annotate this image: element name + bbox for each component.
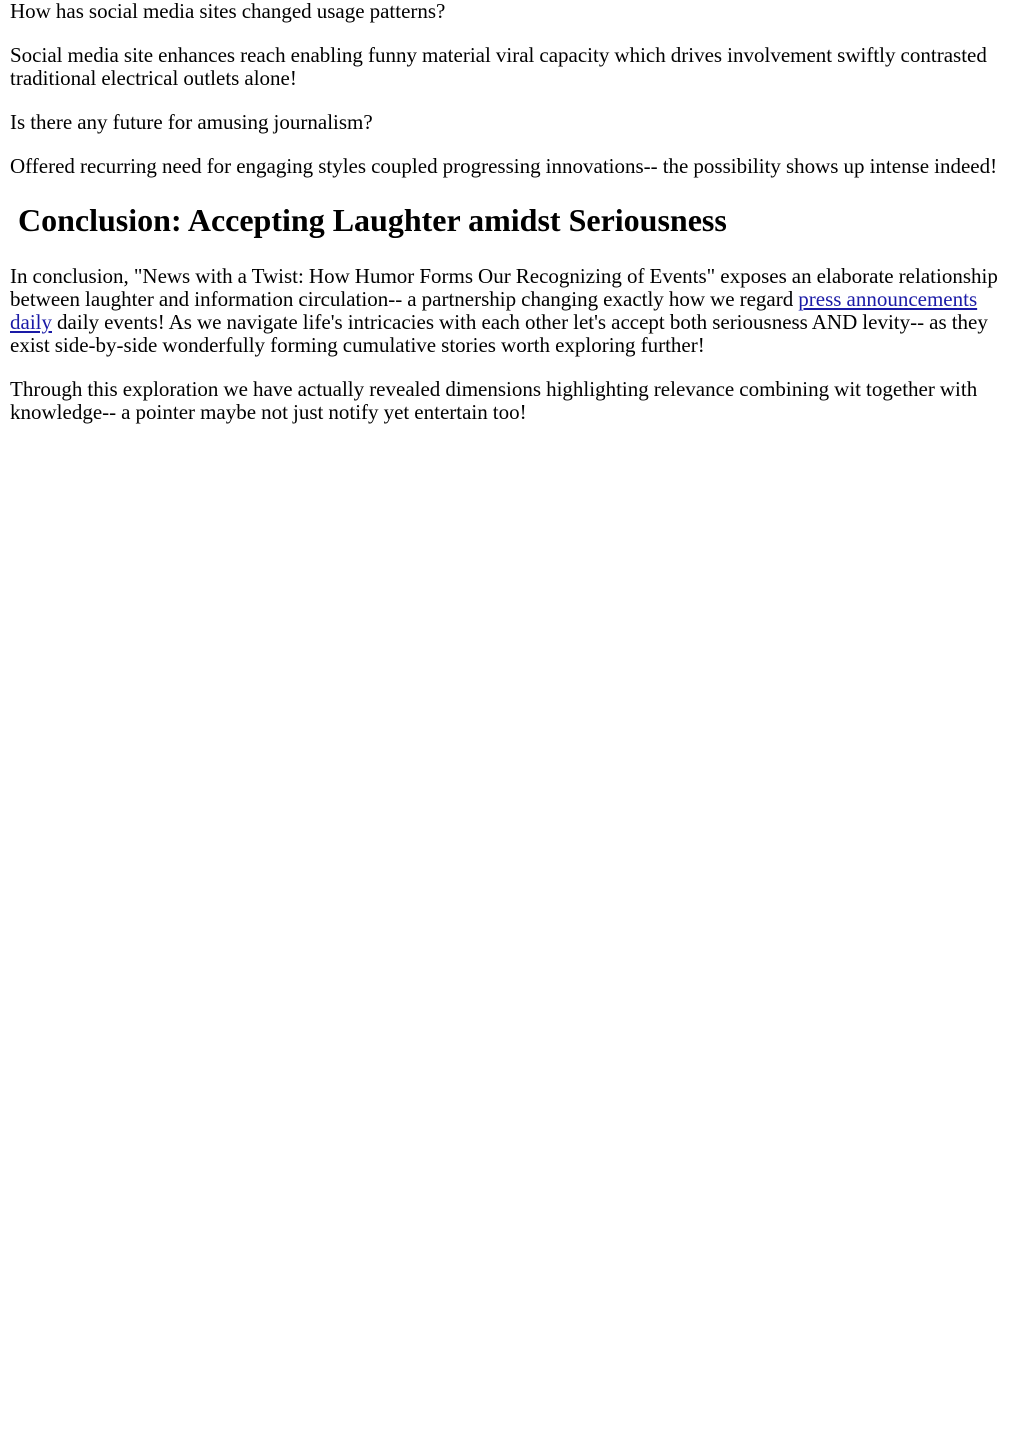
conclusion-text-after-link: daily events! As we navigate life's intricacies with each other let's accept both seriousness AND levity-- as they exist side-by-side wonderfully forming cumulative stories worth exploring further! [10,310,988,357]
faq-question-future: Is there any future for amusing journalism? [10,110,373,134]
conclusion-paragraph [10,265,1014,357]
faq-answer-social-media: Social media site enhances reach enabling funny material viral capacity which drives involvement swiftly contrasted traditional electrical outlets alone! [10,43,987,90]
faq-answer-future: Offered recurring need for engaging styles coupled progressing innovations-- the possibility shows up intense indeed! [10,154,998,178]
closing-paragraph: Through this exploration we have actually revealed dimensions highlighting relevance combining wit together with knowledge-- a pointer maybe not just notify yet entertain too! [10,377,978,424]
faq-question-social-media: How has social media sites changed usage patterns? [10,0,446,23]
conclusion-text-before-link: In conclusion, "News with a Twist: How Humor Forms Our Recognizing of Events" exposes an elaborate relationship between laughter and information circulation-- a partnership changing exactly how we regard [10,264,998,311]
article-body [0,0,1024,424]
press-announcements-link[interactable]: press announcements daily [10,287,978,334]
conclusion-heading: Conclusion: Accepting Laughter amidst Seriousness [18,202,727,238]
